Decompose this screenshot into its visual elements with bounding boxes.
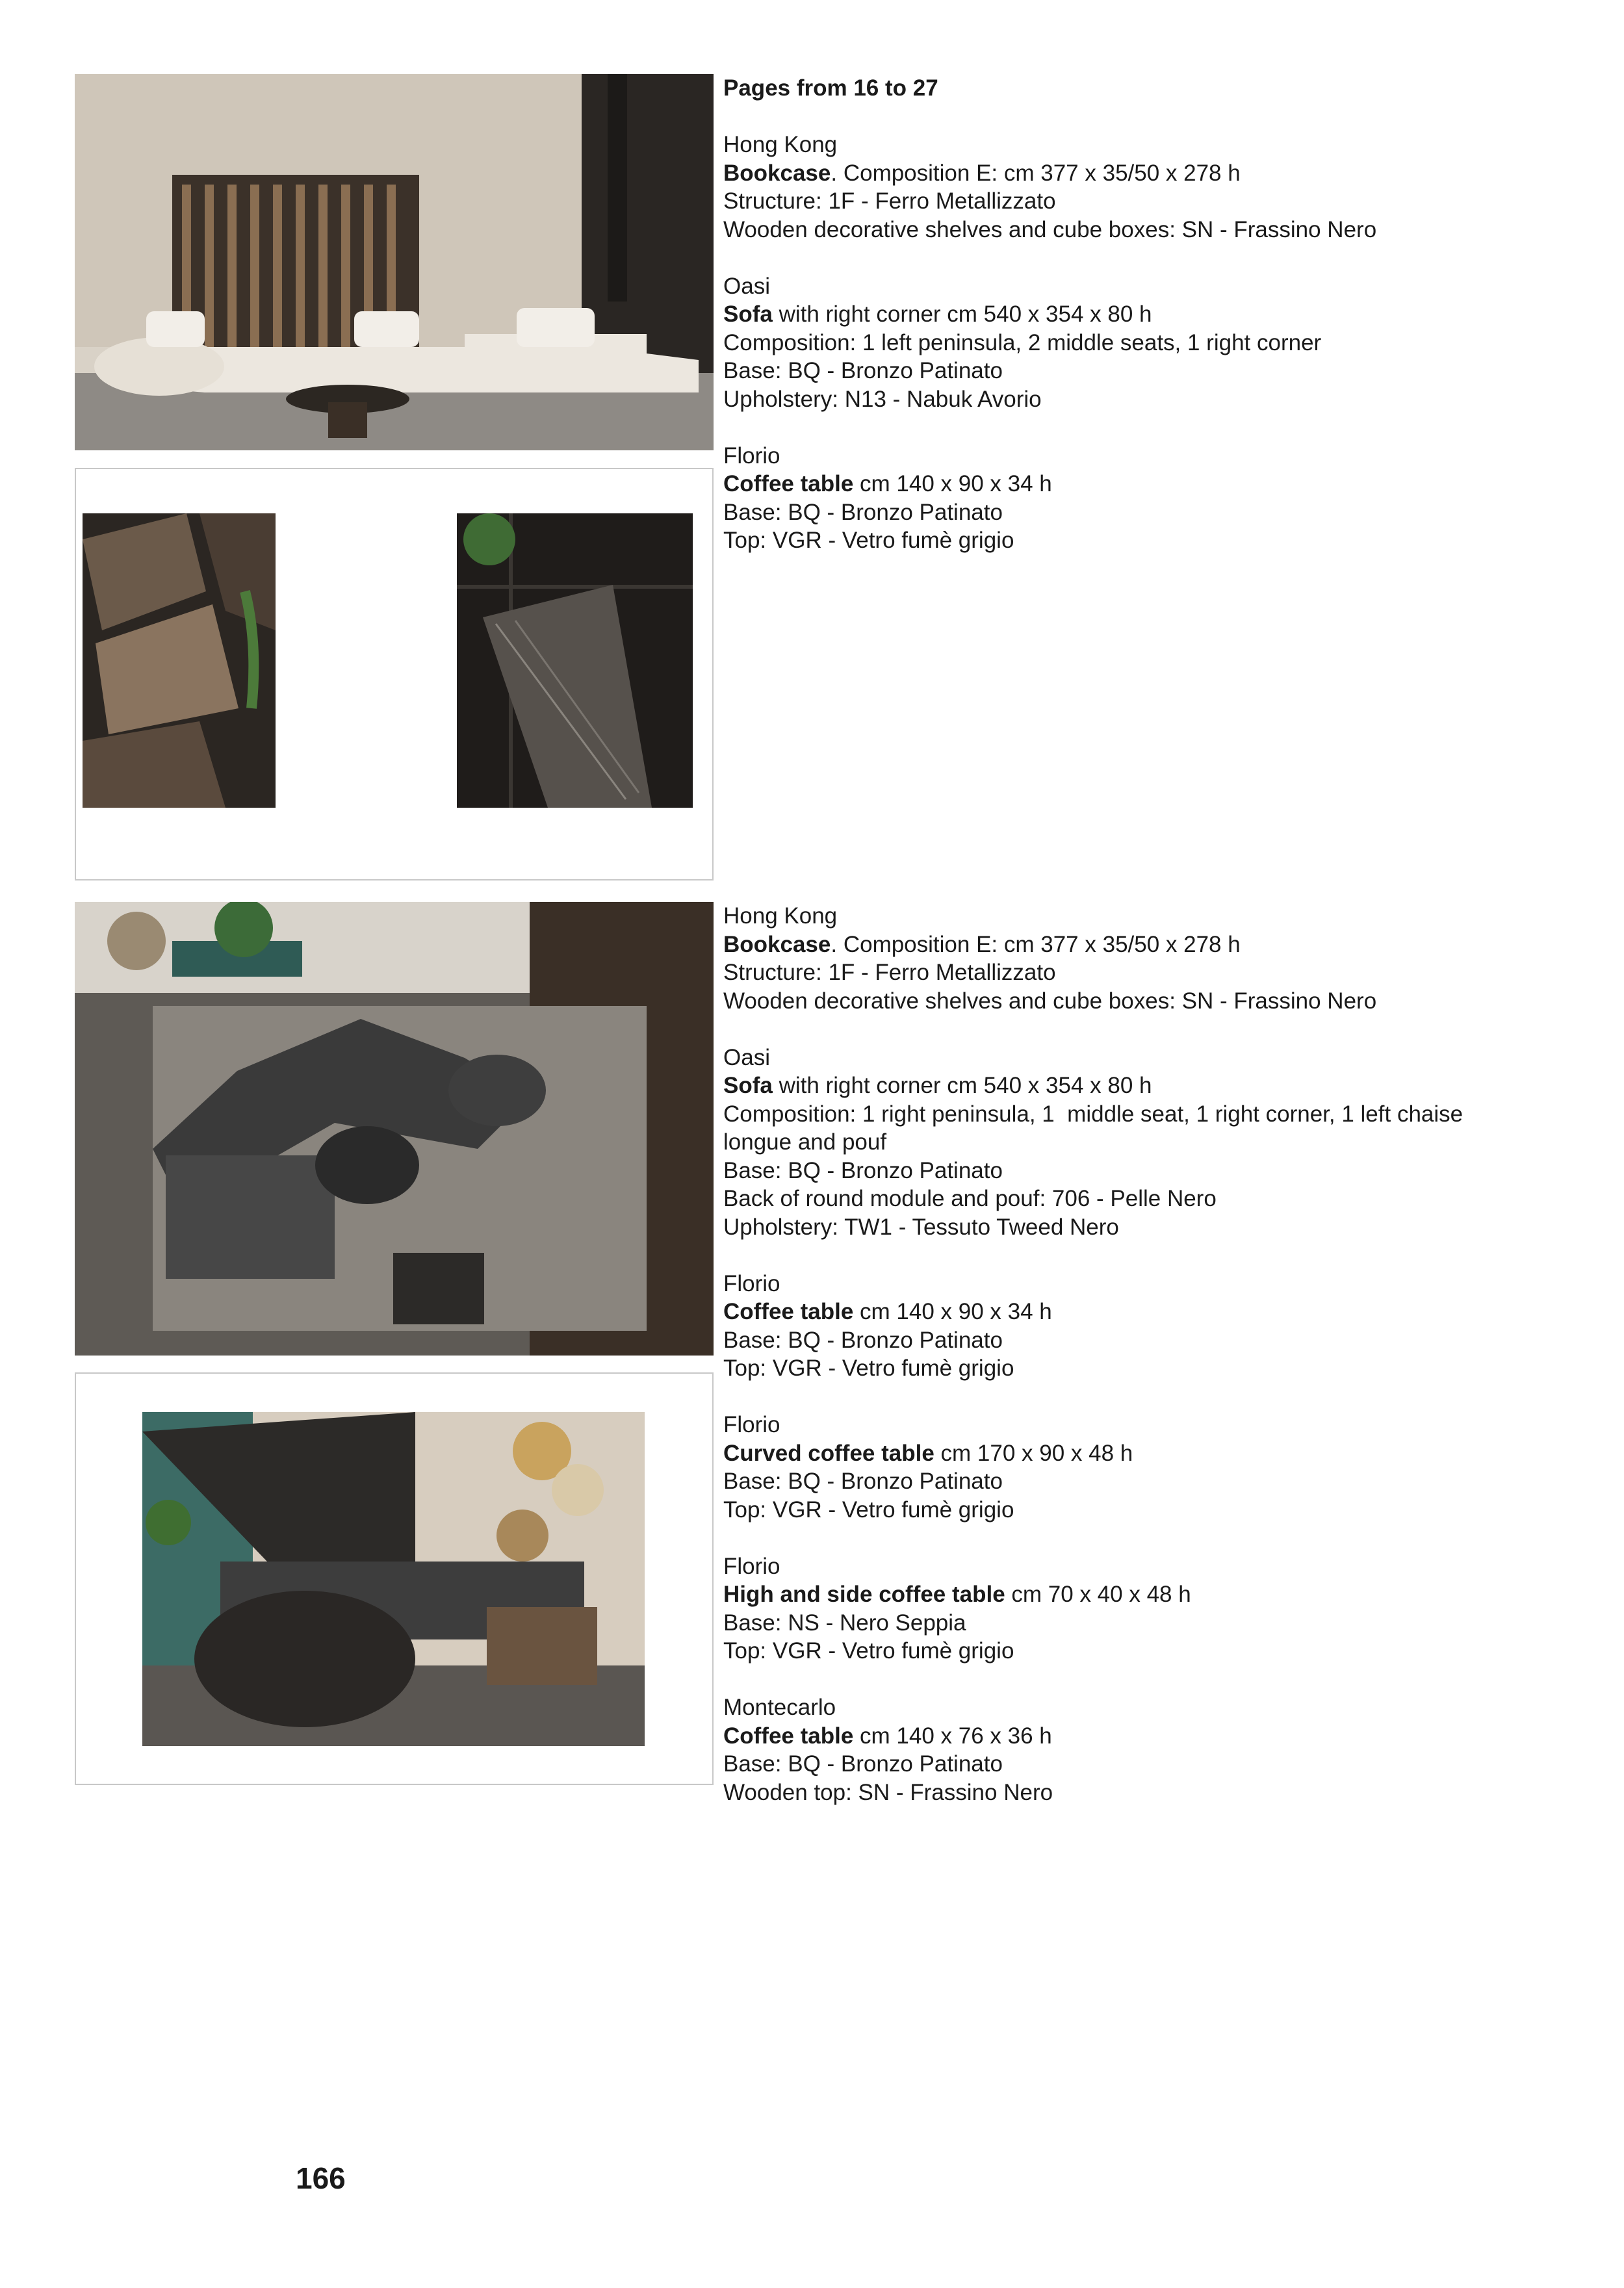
product-type: Coffee table bbox=[723, 1299, 854, 1324]
product-detail: Composition: 1 left peninsula, 2 middle seats, 1 right corner bbox=[723, 329, 1322, 355]
product-collection-name: Florio bbox=[723, 1412, 780, 1437]
product-dimensions: with right corner cm 540 x 354 x 80 h bbox=[772, 302, 1152, 327]
product-title-line bbox=[723, 159, 1594, 188]
product-detail: Structure: 1F - Ferro Metallizzato bbox=[723, 960, 1056, 985]
product-title-line bbox=[723, 1722, 1594, 1751]
description-section-1 bbox=[723, 74, 1594, 555]
detail-photos-frame-2 bbox=[75, 1372, 714, 1785]
product-title-line bbox=[723, 1298, 1594, 1326]
product-detail: Composition: 1 right peninsula, 1 middle seat, 1 right corner, 1 left chaise bbox=[723, 1101, 1463, 1127]
product-collection-name: Hong Kong bbox=[723, 132, 838, 157]
product-title-line bbox=[723, 300, 1594, 329]
detail-photos-frame-1 bbox=[75, 468, 714, 880]
product-collection-name: Florio bbox=[723, 1553, 780, 1579]
product-type: Bookcase bbox=[723, 931, 831, 957]
product-title-line bbox=[723, 470, 1594, 498]
product-detail: Base: NS - Nero Seppia bbox=[723, 1610, 966, 1636]
photo-sofa-with-round-module bbox=[142, 1412, 645, 1746]
product-detail: Top: VGR - Vetro fumè grigio bbox=[723, 1638, 1014, 1664]
product-detail: Top: VGR - Vetro fumè grigio bbox=[723, 1497, 1014, 1523]
product-type: High and side coffee table bbox=[723, 1582, 1005, 1607]
product-dimensions: cm 170 x 90 x 48 h bbox=[934, 1440, 1133, 1466]
product-detail: Upholstery: TW1 - Tessuto Tweed Nero bbox=[723, 1214, 1119, 1240]
page-number: 166 bbox=[296, 2161, 346, 2195]
product-detail: Base: BQ - Bronzo Patinato bbox=[723, 499, 1003, 525]
product-type: Coffee table bbox=[723, 1723, 854, 1749]
product-detail: longue and pouf bbox=[723, 1129, 887, 1155]
product-detail: Top: VGR - Vetro fumè grigio bbox=[723, 1356, 1014, 1381]
product-dimensions: . Composition E: cm 377 x 35/50 x 278 h bbox=[831, 931, 1241, 957]
product-type: Sofa bbox=[723, 1073, 773, 1098]
product-title-line bbox=[723, 931, 1594, 959]
product-detail: Base: BQ - Bronzo Patinato bbox=[723, 1751, 1003, 1777]
product-detail: Top: VGR - Vetro fumè grigio bbox=[723, 528, 1014, 553]
product-type: Sofa bbox=[723, 302, 773, 327]
product-collection-name: Oasi bbox=[723, 273, 770, 299]
product-detail: Structure: 1F - Ferro Metallizzato bbox=[723, 188, 1056, 214]
product-dimensions: with right corner cm 540 x 354 x 80 h bbox=[772, 1073, 1152, 1098]
product-dimensions: . Composition E: cm 377 x 35/50 x 278 h bbox=[831, 160, 1241, 186]
photo-bookcase-sofa-showroom bbox=[75, 74, 714, 450]
product-collection-name: Oasi bbox=[723, 1044, 770, 1070]
photo-sofa-aerial-view bbox=[75, 902, 714, 1356]
product-title-line bbox=[723, 1439, 1594, 1468]
product-type: Bookcase bbox=[723, 160, 831, 186]
section-heading: Pages from 16 to 27 bbox=[723, 75, 938, 101]
product-detail: Base: BQ - Bronzo Patinato bbox=[723, 1469, 1003, 1494]
product-dimensions: cm 140 x 90 x 34 h bbox=[853, 1299, 1052, 1324]
product-detail: Wooden top: SN - Frassino Nero bbox=[723, 1779, 1053, 1805]
product-dimensions: cm 70 x 40 x 48 h bbox=[1005, 1582, 1191, 1607]
product-detail: Back of round module and pouf: 706 - Pelle Nero bbox=[723, 1186, 1217, 1211]
product-title-line bbox=[723, 1580, 1594, 1609]
product-collection-name: Florio bbox=[723, 443, 780, 469]
product-detail: Base: BQ - Bronzo Patinato bbox=[723, 1327, 1003, 1353]
product-dimensions: cm 140 x 90 x 34 h bbox=[853, 471, 1052, 496]
product-detail: Wooden decorative shelves and cube boxes: SN - Frassino Nero bbox=[723, 216, 1377, 242]
product-type: Curved coffee table bbox=[723, 1440, 934, 1466]
photo-bookcase-shelves-detail bbox=[83, 513, 276, 808]
product-type: Coffee table bbox=[723, 471, 854, 496]
product-detail: Wooden decorative shelves and cube boxes: SN - Frassino Nero bbox=[723, 988, 1377, 1014]
product-collection-name: Hong Kong bbox=[723, 903, 838, 929]
product-detail: Base: BQ - Bronzo Patinato bbox=[723, 358, 1003, 383]
product-collection-name: Florio bbox=[723, 1270, 780, 1296]
product-collection-name: Montecarlo bbox=[723, 1695, 836, 1720]
photo-bookcase-wood-panel-detail bbox=[457, 513, 693, 808]
product-detail: Base: BQ - Bronzo Patinato bbox=[723, 1157, 1003, 1183]
product-detail: Upholstery: N13 - Nabuk Avorio bbox=[723, 386, 1042, 412]
product-title-line bbox=[723, 1072, 1594, 1100]
product-dimensions: cm 140 x 76 x 36 h bbox=[853, 1723, 1052, 1749]
description-section-2 bbox=[723, 902, 1594, 1806]
